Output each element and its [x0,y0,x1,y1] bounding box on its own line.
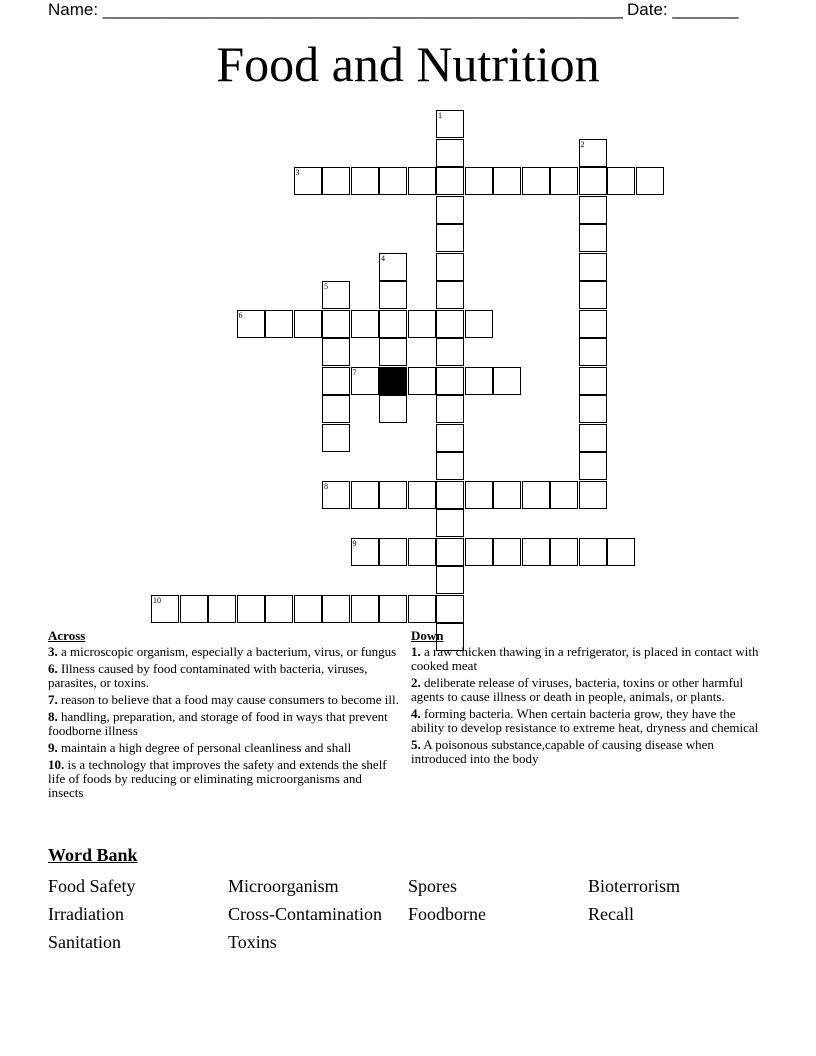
crossword-cell[interactable] [180,595,208,623]
crossword-cell[interactable] [522,538,550,566]
crossword-cell[interactable] [322,395,350,423]
crossword-cell[interactable] [322,481,350,509]
crossword-cell[interactable] [322,595,350,623]
crossword-cell[interactable] [579,253,607,281]
crossword-cell[interactable] [322,424,350,452]
black-square [379,367,407,395]
crossword-cell[interactable] [436,253,464,281]
crossword-cell[interactable] [408,310,436,338]
word-bank-item: Cross-Contamination [228,904,382,924]
clue-across-7: 7. reason to believe that a food may cause consumers to become ill. [48,692,399,707]
crossword-cell[interactable] [351,481,379,509]
crossword-cell[interactable] [351,595,379,623]
crossword-cell[interactable] [379,595,407,623]
crossword-cell[interactable] [294,310,322,338]
crossword-cell[interactable] [636,167,664,195]
word-bank-item: Food Safety [48,876,136,896]
cell-number: 9 [352,538,357,548]
cell-number: 6 [238,310,243,320]
word-bank-item: Bioterrorism [588,876,680,896]
crossword-cell[interactable] [579,367,607,395]
crossword-cell[interactable] [408,367,436,395]
crossword-cell[interactable] [579,139,607,167]
clue-across-3: 3. a microscopic organism, especially a bacterium, virus, or fungus [48,644,397,659]
crossword-cell[interactable] [579,424,607,452]
crossword-cell[interactable] [579,338,607,366]
crossword-cell[interactable] [322,167,350,195]
crossword-cell[interactable] [379,281,407,309]
crossword-cell[interactable] [579,196,607,224]
down-heading: Down [411,628,444,643]
crossword-cell[interactable] [493,167,521,195]
crossword-cell[interactable] [436,310,464,338]
clue-across-8: 8. handling, preparation, and storage of food in ways that prevent foodborne illness [48,709,388,738]
crossword-cell[interactable] [436,139,464,167]
crossword-cell[interactable] [351,367,379,395]
crossword-cell[interactable] [265,595,293,623]
crossword-cell[interactable] [436,367,464,395]
word-bank-item: Spores [408,876,457,896]
cell-number: 5 [324,282,328,291]
clue-down-2: 2. deliberate release of viruses, bacteria, toxins or other harmful agents to cause illness or death in people, animals, or plants. [411,675,744,704]
crossword-cell[interactable] [522,481,550,509]
crossword-cell[interactable] [465,538,493,566]
page-title: Food and Nutrition [216,36,600,92]
crossword-cell[interactable] [379,167,407,195]
crossword-cell[interactable] [579,167,607,195]
crossword-cell[interactable] [579,310,607,338]
cell-number: 2 [580,139,585,149]
crossword-cell[interactable] [550,167,578,195]
crossword-cell[interactable] [607,538,635,566]
clue-down-5: 5. A poisonous substance,capable of causing disease when introduced into the body [411,737,714,766]
crossword-cell[interactable] [351,167,379,195]
crossword-cell[interactable] [436,110,464,138]
crossword-cell[interactable] [379,310,407,338]
crossword-cell[interactable] [579,452,607,480]
crossword-cell[interactable] [465,167,493,195]
crossword-cell[interactable] [294,167,322,195]
crossword-cell[interactable] [493,481,521,509]
crossword-cell[interactable] [379,481,407,509]
crossword-cell[interactable] [379,395,407,423]
crossword-cell[interactable] [579,481,607,509]
crossword-cell[interactable] [436,452,464,480]
crossword-cell[interactable] [493,538,521,566]
crossword-cell[interactable] [351,310,379,338]
clue-across-6: 6. Illness caused by food contaminated with bacteria, viruses, parasites, or toxins. [48,661,368,690]
word-bank-item: Recall [588,904,634,924]
word-bank-item: Microorganism [228,876,339,896]
crossword-cell[interactable] [579,224,607,252]
crossword-cell[interactable] [436,595,464,623]
crossword-cell[interactable] [550,538,578,566]
crossword-cell[interactable] [522,167,550,195]
crossword-cell[interactable] [237,310,265,338]
name-line: Name: _______________________________________________________ [48,0,623,19]
crossword-cell[interactable] [465,481,493,509]
crossword-cell[interactable] [294,595,322,623]
crossword-cell[interactable] [436,566,464,594]
word-bank-title: Word Bank [48,845,138,865]
cell-number: 7 [352,367,357,377]
crossword-cell[interactable] [408,167,436,195]
clue-down-4: 4. forming bacteria. When certain bacteria grow, they have the ability to develop resistance to extreme heat, dryness and chemical [411,706,759,735]
crossword-cell[interactable] [379,338,407,366]
crossword-cell[interactable] [151,595,179,623]
crossword-cell[interactable] [322,310,350,338]
crossword-cell[interactable] [579,395,607,423]
crossword-cell[interactable] [465,367,493,395]
down-clues [411,629,769,769]
cell-number: 8 [324,481,328,491]
clue-across-10: 10. is a technology that improves the safety and extends the shelf life of foods by reducing or eliminating microorganisms and insects [48,757,387,800]
crossword-cell[interactable] [436,395,464,423]
cell-number: 3 [295,168,300,177]
crossword-cell[interactable] [237,595,265,623]
word-bank-item: Toxins [228,932,277,952]
word-bank-item: Sanitation [48,932,121,952]
crossword-cell[interactable] [436,509,464,537]
crossword-cell[interactable] [322,338,350,366]
word-bank-item: Irradiation [48,904,124,924]
crossword-cell[interactable] [579,281,607,309]
crossword-cell[interactable] [208,595,236,623]
crossword-cell[interactable] [408,481,436,509]
crossword-cell[interactable] [379,253,407,281]
cell-number: 4 [381,253,385,263]
clue-down-1: 1. a raw chicken thawing in a refrigerator, is placed in contact with cooked meat [411,644,759,673]
crossword-cell[interactable] [322,281,350,309]
crossword-cell[interactable] [436,481,464,509]
crossword-cell[interactable] [436,424,464,452]
date-line: Date: _______ [627,0,739,19]
crossword-cell[interactable] [408,538,436,566]
crossword-cell[interactable] [379,538,407,566]
crossword-cell[interactable] [465,310,493,338]
crossword-cell[interactable] [493,367,521,395]
cell-number: 10 [153,595,161,605]
crossword-cell[interactable] [436,196,464,224]
crossword-cell[interactable] [265,310,293,338]
clue-across-9: 9. maintain a high degree of personal cleanliness and shall [48,740,352,755]
across-clues [48,629,400,803]
crossword-cell[interactable] [436,281,464,309]
crossword-cell[interactable] [607,167,635,195]
crossword-cell[interactable] [436,224,464,252]
across-heading: Across [48,628,86,643]
crossword-cell[interactable] [436,538,464,566]
word-bank-item: Foodborne [408,904,486,924]
crossword-cell[interactable] [322,367,350,395]
crossword-cell[interactable] [579,538,607,566]
crossword-cell[interactable] [436,338,464,366]
crossword-cell[interactable] [550,481,578,509]
cell-number: 1 [438,111,442,120]
crossword-cell[interactable] [436,167,464,195]
crossword-cell[interactable] [351,538,379,566]
crossword-cell[interactable] [408,595,436,623]
